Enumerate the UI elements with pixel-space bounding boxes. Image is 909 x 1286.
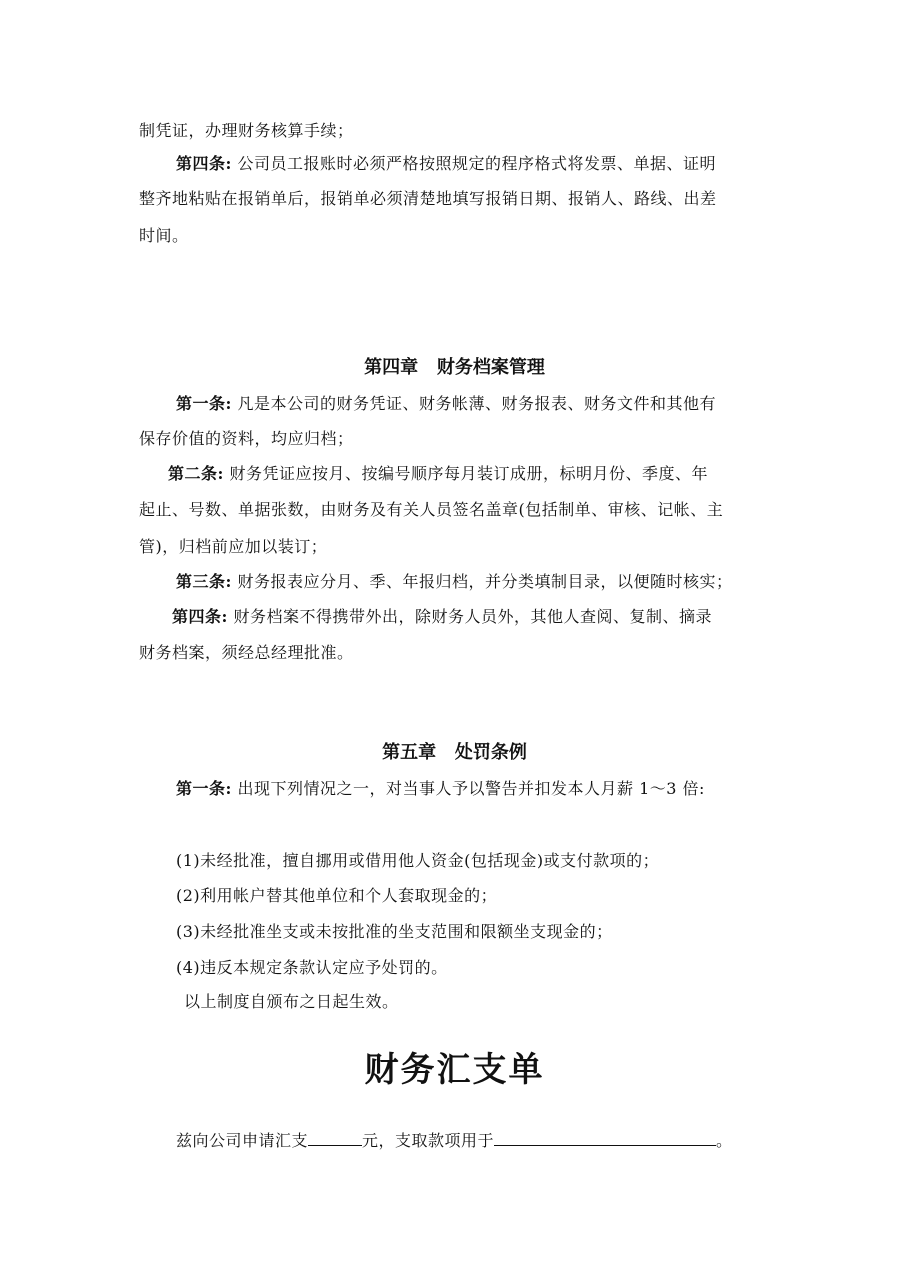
form-request-line xyxy=(176,1128,733,1151)
paragraph-line: 保存价值的资料，均应归档； xyxy=(139,429,354,448)
penalty-item: (4)违反本规定条款认定应予处罚的。 xyxy=(176,958,448,977)
form-text: 。 xyxy=(716,1131,733,1150)
article-text: 财务凭证应按月、按编号顺序每月装订成册，标明月份、季度、年 xyxy=(223,464,709,483)
amount-blank[interactable] xyxy=(308,1128,362,1146)
article-4-line xyxy=(176,154,716,174)
chapter-5-article-1 xyxy=(176,779,705,799)
paragraph-line: 起止、号数、单据张数，由财务及有关人员签名盖章(包括制单、审核、记帐、主 xyxy=(139,500,724,519)
article-text: 公司员工报账时必须严格按照规定的程序格式将发票、单据、证明 xyxy=(231,154,717,173)
chapter-4-article-3 xyxy=(176,572,733,592)
article-label: 第三条: xyxy=(176,572,232,591)
paragraph-line: 时间。 xyxy=(139,226,189,245)
penalty-item: (2)利用帐户替其他单位和个人套取现金的； xyxy=(176,886,498,905)
chapter-4-heading: 第四章 财务档案管理 xyxy=(364,357,545,378)
paragraph-line: 管)，归档前应加以装订； xyxy=(139,537,328,556)
article-label: 第一条: xyxy=(176,394,232,413)
chapter-4-article-2 xyxy=(168,464,708,484)
form-text: 兹向公司申请汇支 xyxy=(176,1131,309,1150)
article-label: 第四条: xyxy=(176,154,232,173)
article-label: 第二条: xyxy=(168,464,224,483)
article-text: 财务档案不得携带外出，除财务人员外，其他人查阅、复制、摘录 xyxy=(227,607,713,626)
penalty-item: (3)未经批准坐支或未按批准的坐支范围和限额坐支现金的； xyxy=(176,922,613,941)
chapter-4-article-4 xyxy=(172,607,712,627)
article-label: 第一条: xyxy=(176,779,232,798)
article-text: 财务报表应分月、季、年报归档，并分类填制目录，以便随时核实； xyxy=(231,572,733,591)
paragraph-line: 整齐地粘贴在报销单后，报销单必须清楚地填写报销日期、报销人、路线、出差 xyxy=(139,189,717,208)
chapter-4-article-1 xyxy=(176,394,716,414)
article-text: 凡是本公司的财务凭证、财务帐薄、财务报表、财务文件和其他有 xyxy=(231,394,717,413)
paragraph-line: 制凭证，办理财务核算手续； xyxy=(139,121,354,140)
article-text: 出现下列情况之一，对当事人予以警告并扣发本人月薪 1～3 倍: xyxy=(231,779,705,798)
chapter-5-heading: 第五章 处罚条例 xyxy=(382,742,527,763)
purpose-blank[interactable] xyxy=(494,1128,716,1146)
penalty-item: (1)未经批准，擅自挪用或借用他人资金(包括现金)或支付款项的； xyxy=(176,851,660,870)
effective-statement: 以上制度自颁布之日起生效。 xyxy=(184,992,399,1011)
article-label: 第四条: xyxy=(172,607,228,626)
form-text: 元，支取款项用于 xyxy=(362,1131,495,1150)
paragraph-line: 财务档案，须经总经理批准。 xyxy=(139,643,354,662)
form-title: 财务汇支单 xyxy=(364,1050,545,1090)
